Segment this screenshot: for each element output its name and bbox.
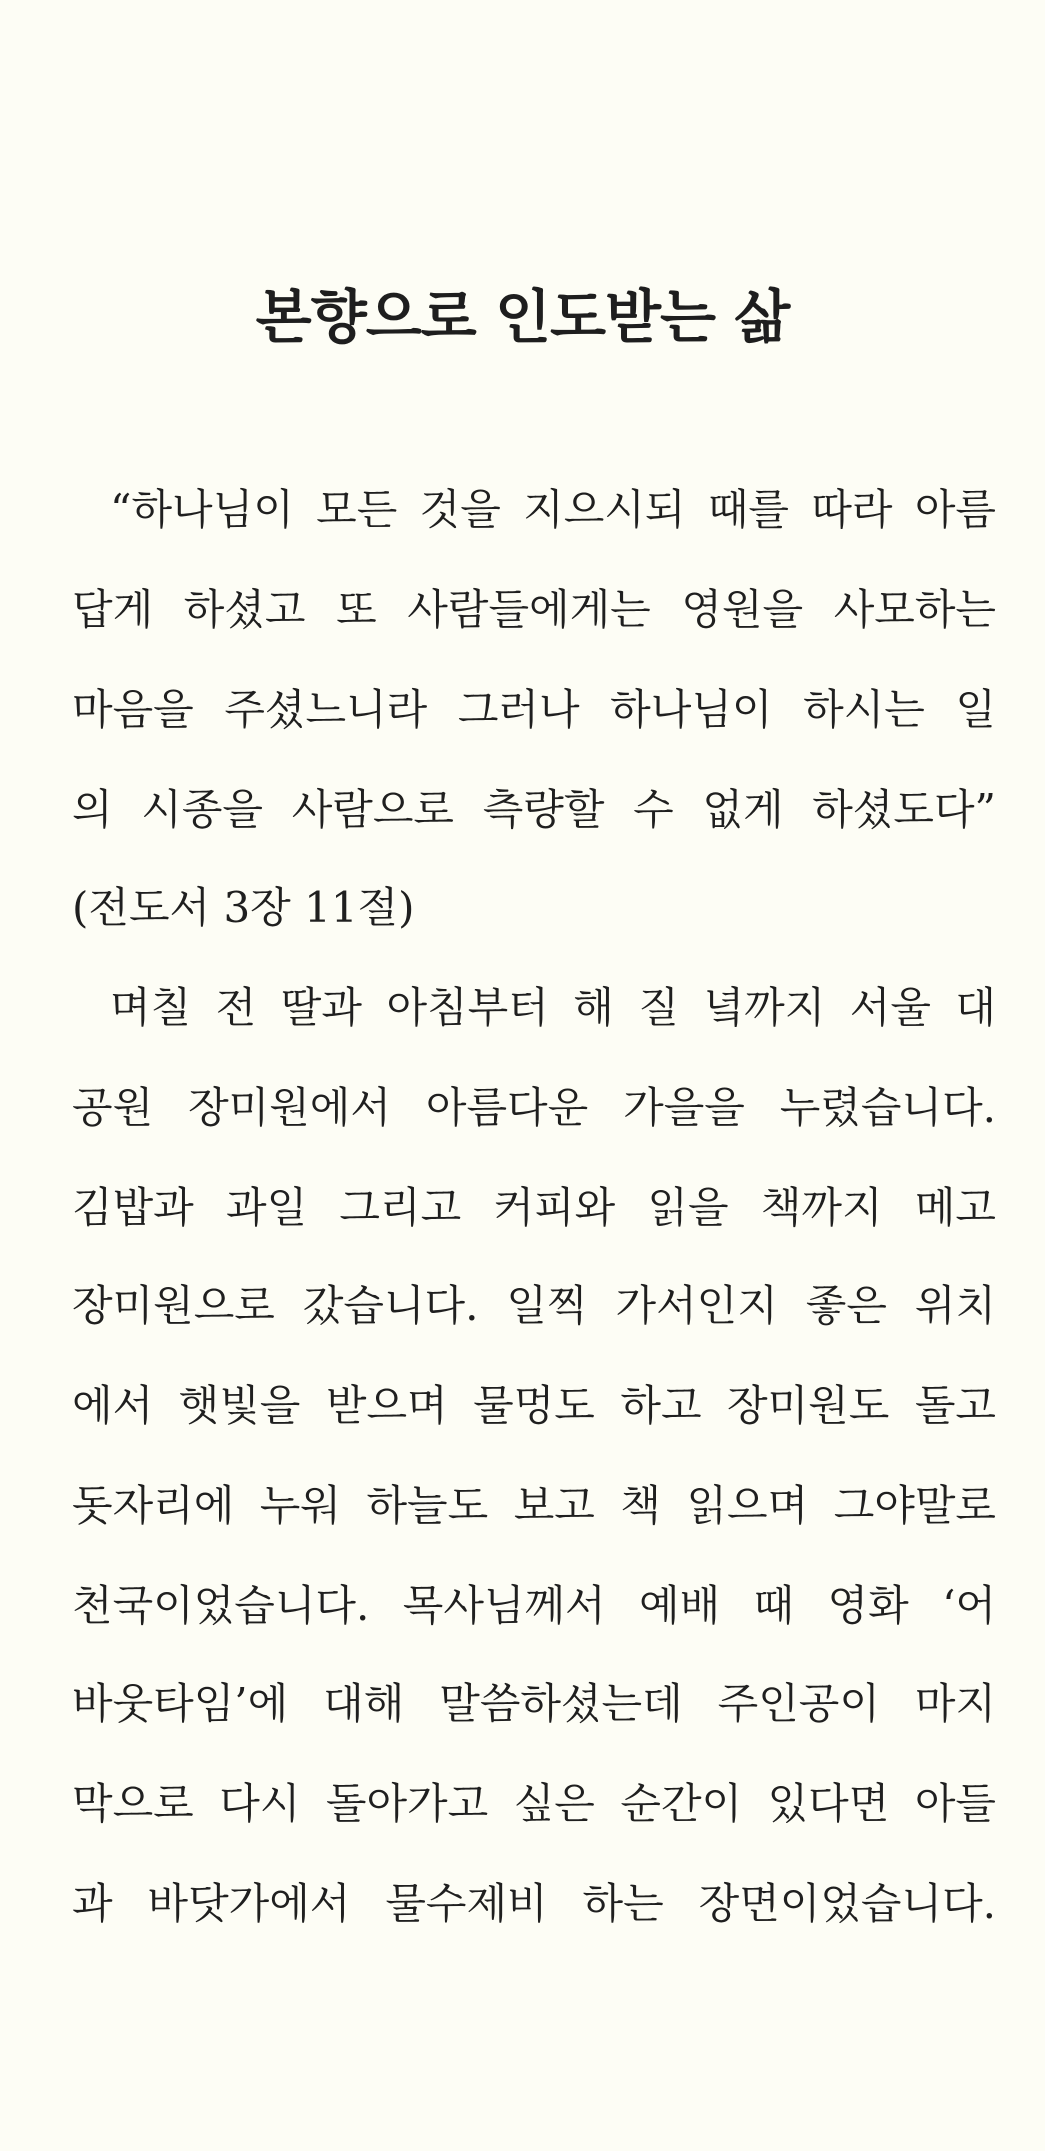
body-line: 의 시종을 사람으로 측량할 수 없게 하셨도다” [72, 785, 996, 834]
body-line: “하나님이 모든 것을 지으시되 때를 따라 아름 [110, 485, 996, 534]
body-line: 천국이었습니다. 목사님께서 예배 때 영화 ‘어 [72, 1581, 996, 1630]
body-line: 며칠 전 딸과 아침부터 해 질 녘까지 서울 대 [110, 983, 996, 1032]
article-title: 본향으로 인도받는 삶 [255, 282, 790, 351]
body-line: (전도서 3장 11절) [72, 883, 415, 932]
body-line: 바웃타임’에 대해 말씀하셨는데 주인공이 마지 [72, 1679, 996, 1728]
body-line: 돗자리에 누워 하늘도 보고 책 읽으며 그야말로 [72, 1481, 996, 1530]
body-line: 막으로 다시 돌아가고 싶은 순간이 있다면 아들 [72, 1779, 996, 1828]
body-line: 김밥과 과일 그리고 커피와 읽을 책까지 메고 [72, 1183, 996, 1232]
body-line: 과 바닷가에서 물수제비 하는 장면이었습니다. [72, 1879, 996, 1928]
body-line: 에서 햇빛을 받으며 물멍도 하고 장미원도 돌고 [72, 1381, 996, 1430]
body-line: 마음을 주셨느니라 그러나 하나님이 하시는 일 [72, 685, 996, 734]
body-line: 공원 장미원에서 아름다운 가을을 누렸습니다. [72, 1083, 996, 1132]
body-line: 답게 하셨고 또 사람들에게는 영원을 사모하는 [72, 585, 996, 634]
body-line: 장미원으로 갔습니다. 일찍 가서인지 좋은 위치 [72, 1281, 996, 1330]
